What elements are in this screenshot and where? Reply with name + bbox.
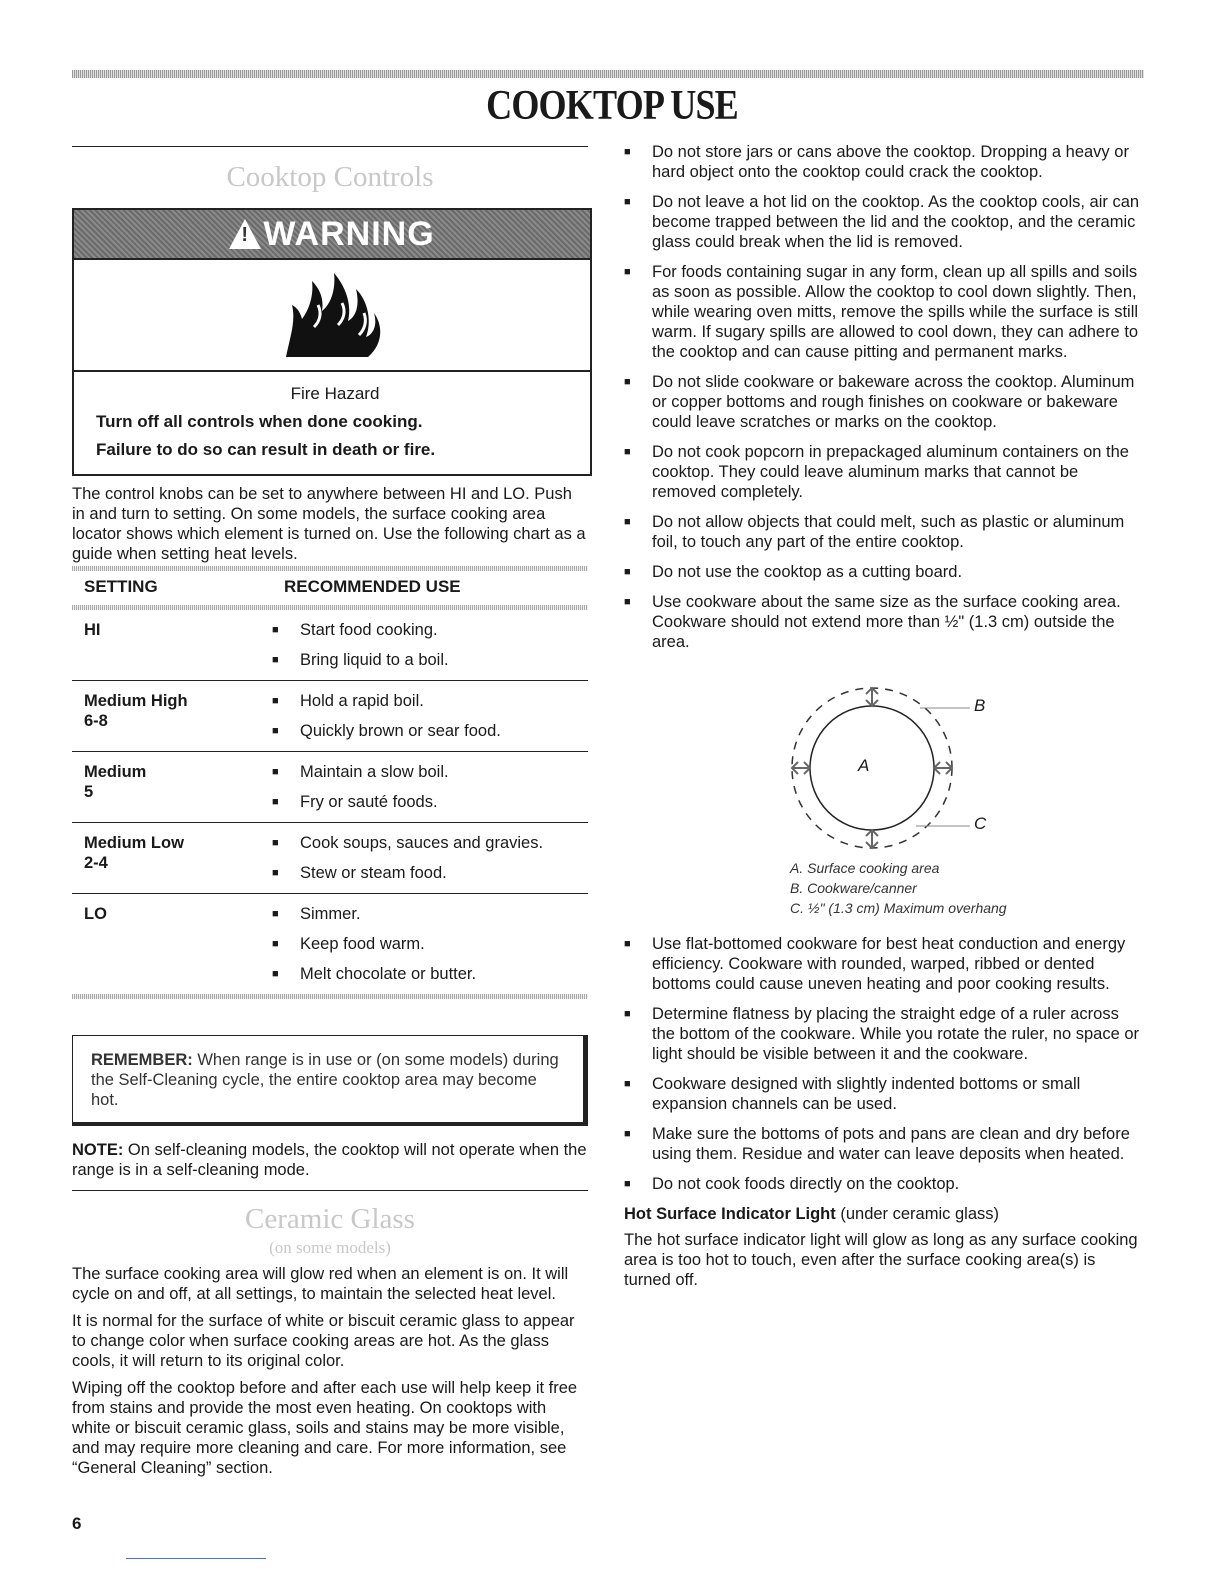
cooktop-tips-list <box>624 142 1146 652</box>
left-column <box>72 146 588 1478</box>
list-item: ■ Use cookware about the same size as the surface cooking area. Cookware should not extend more than ½" (1.3 cm) outside the area. <box>624 593 1121 651</box>
table-row <box>72 610 588 681</box>
top-hatch-bar <box>72 70 1144 78</box>
col-use-header: RECOMMENDED USE <box>284 577 461 596</box>
table-bottom-hatch <box>72 994 588 999</box>
list-item: ■ Melt chocolate or butter. <box>272 965 477 983</box>
note-text: On self-cleaning models, the cooktop will not operate when the range is in a self-cleaning mode. <box>72 1141 587 1179</box>
label-c: C <box>974 814 987 833</box>
list-item: ■ Cook soups, sauces and gravies. <box>272 834 544 852</box>
ceramic-glass-subheading: (on some models) <box>269 1238 391 1257</box>
table-row <box>72 752 588 823</box>
warning-line-2: Failure to do so can result in death or fire. <box>96 440 436 459</box>
page-title: COOKTOP USE <box>486 83 738 129</box>
cookware-overhang-diagram <box>624 662 1146 882</box>
note-label: NOTE: <box>72 1141 124 1159</box>
ceramic-glass-heading: Ceramic Glass <box>245 1203 415 1235</box>
list-item: ■ Stew or steam food. <box>272 864 447 882</box>
remember-text: When range is in use or (on some models) during the Self-Cleaning cycle, the entire cooktop area may become hot. <box>91 1051 559 1109</box>
warning-text <box>74 372 590 474</box>
hot-surface-text: The hot surface indicator light will glow as long as any surface cooking area is too hot to touch, even after the surface cooking area(s) is turned off. <box>624 1231 1138 1289</box>
list-item: ■ Do not leave a hot lid on the cooktop. As the cooktop cools, air can become trapped between the lid and the cooktop, and the ceramic glass could break when the lid is removed. <box>624 193 1140 251</box>
table-row <box>72 894 588 994</box>
page-number: 6 <box>72 1514 82 1533</box>
setting-name: LO <box>84 905 107 923</box>
col-setting-header: SETTING <box>84 577 158 596</box>
setting-range: 2-4 <box>84 854 108 872</box>
list-item: ■ Simmer. <box>272 905 361 923</box>
warning-box <box>72 208 592 476</box>
ceramic-paragraph-1: The surface cooking area will glow red when an element is on. It will cycle on and off, at all settings, to maintain the selected heat level. <box>72 1265 569 1303</box>
warning-hazard: Fire Hazard <box>290 384 380 403</box>
hot-surface-label: Hot Surface Indicator Light <box>624 1205 836 1223</box>
ceramic-paragraph-3: Wiping off the cooktop before and after each use will help keep it free from stains and provide the most even heating. On cooktops with white or biscuit ceramic glass, soils and stains may be more visible, and may require more cleaning and care. For more information, see “General Cleaning” section. <box>72 1379 578 1477</box>
list-item: ■ Keep food warm. <box>272 935 425 953</box>
list-item: ■ Determine flatness by placing the straight edge of a ruler across the bottom of the cookware. While you rotate the ruler, no space or light should be visible between it and the cookware. <box>624 1005 1140 1063</box>
list-item: ■ Do not cook foods directly on the cooktop. <box>624 1175 960 1193</box>
list-item: ■ Start food cooking. <box>272 621 438 639</box>
list-item: ■ Maintain a slow boil. <box>272 763 449 781</box>
heat-settings-table <box>72 566 588 999</box>
setting-name: HI <box>84 621 101 639</box>
note-paragraph <box>72 1140 588 1180</box>
warning-line-1: Turn off all controls when done cooking. <box>96 412 423 431</box>
list-item: ■ Make sure the bottoms of pots and pans are clean and dry before using them. Residue and water can leave deposits when heated. <box>624 1125 1130 1163</box>
label-a: A <box>858 756 870 775</box>
list-item: ■ Hold a rapid boil. <box>272 692 424 710</box>
setting-range: 5 <box>84 783 94 801</box>
list-item: ■ For foods containing sugar in any form, clean up all spills and soils as soon as possible. Allow the cooktop to cool down slightly. Then, while wearing oven mitts, remove the spills while the surface is still warm. If sugary spills are allowed to cool down, they can adhere to the cooktop and can cause pitting and permanent marks. <box>624 263 1139 361</box>
list-item: ■ Do not use the cooktop as a cutting board. <box>624 563 963 581</box>
right-column <box>624 142 1146 1290</box>
list-item: ■ Do not cook popcorn in prepackaged aluminum containers on the cooktop. They could leave aluminum marks that cannot be removed completely. <box>624 443 1129 501</box>
section-rule <box>72 1190 588 1191</box>
remember-box <box>72 1035 588 1126</box>
warning-banner-text: WARNING <box>263 214 435 253</box>
fire-hazard-icon <box>74 258 590 372</box>
setting-name: Medium <box>84 763 147 781</box>
list-item: ■ Do not slide cookware or bakeware across the cooktop. Aluminum or copper bottoms and rough finishes on cookware or bakeware could leave scratches or marks on the cooktop. <box>624 373 1135 431</box>
caption-a: A. Surface cooking area <box>790 860 940 876</box>
warning-triangle-icon: ! <box>229 219 261 249</box>
list-item: ■ Use flat-bottomed cookware for best heat conduction and energy efficiency. Cookware with rounded, warped, ribbed or dented bottoms could cause uneven heating and poor cooking results. <box>624 935 1126 993</box>
table-row <box>72 823 588 894</box>
setting-name: Medium High <box>84 692 188 710</box>
table-header <box>72 571 588 605</box>
setting-name: Medium Low <box>84 834 184 852</box>
hot-surface-heading <box>624 1204 1146 1224</box>
warning-banner <box>74 210 590 258</box>
cooktop-controls-heading: Cooktop Controls <box>226 161 434 193</box>
label-b: B <box>974 696 986 715</box>
list-item: ■ Do not store jars or cans above the cooktop. Dropping a heavy or hard object onto the cooktop could crack the cooktop. <box>624 143 1129 181</box>
section-rule <box>72 146 588 147</box>
setting-range: 6-8 <box>84 712 108 730</box>
footer-rule <box>126 1558 266 1559</box>
list-item: ■ Fry or sauté foods. <box>272 793 438 811</box>
controls-intro: The control knobs can be set to anywhere between HI and LO. Push in and turn to setting. On some models, the surface cooking area locator shows which element is turned on. Use the following chart as a guide when setting heat levels. <box>72 485 586 563</box>
list-item: ■ Do not allow objects that could melt, such as plastic or aluminum foil, to touch any part of the entire cooktop. <box>624 513 1125 551</box>
table-row <box>72 681 588 752</box>
list-item: ■ Quickly brown or sear food. <box>272 722 501 740</box>
cookware-tips-list <box>624 934 1146 1194</box>
ceramic-paragraph-2: It is normal for the surface of white or biscuit ceramic glass to appear to change color when surface cooking areas are hot. As the glass cools, it will return to its original color. <box>72 1312 575 1370</box>
hot-surface-sub: (under ceramic glass) <box>835 1205 999 1223</box>
caption-b: B. Cookware/canner <box>790 880 917 896</box>
list-item: ■ Bring liquid to a boil. <box>272 651 449 669</box>
caption-c: C. ½" (1.3 cm) Maximum overhang <box>790 900 1007 916</box>
remember-label: REMEMBER: <box>91 1051 193 1069</box>
list-item: ■ Cookware designed with slightly indented bottoms or small expansion channels can be used. <box>624 1075 1081 1113</box>
